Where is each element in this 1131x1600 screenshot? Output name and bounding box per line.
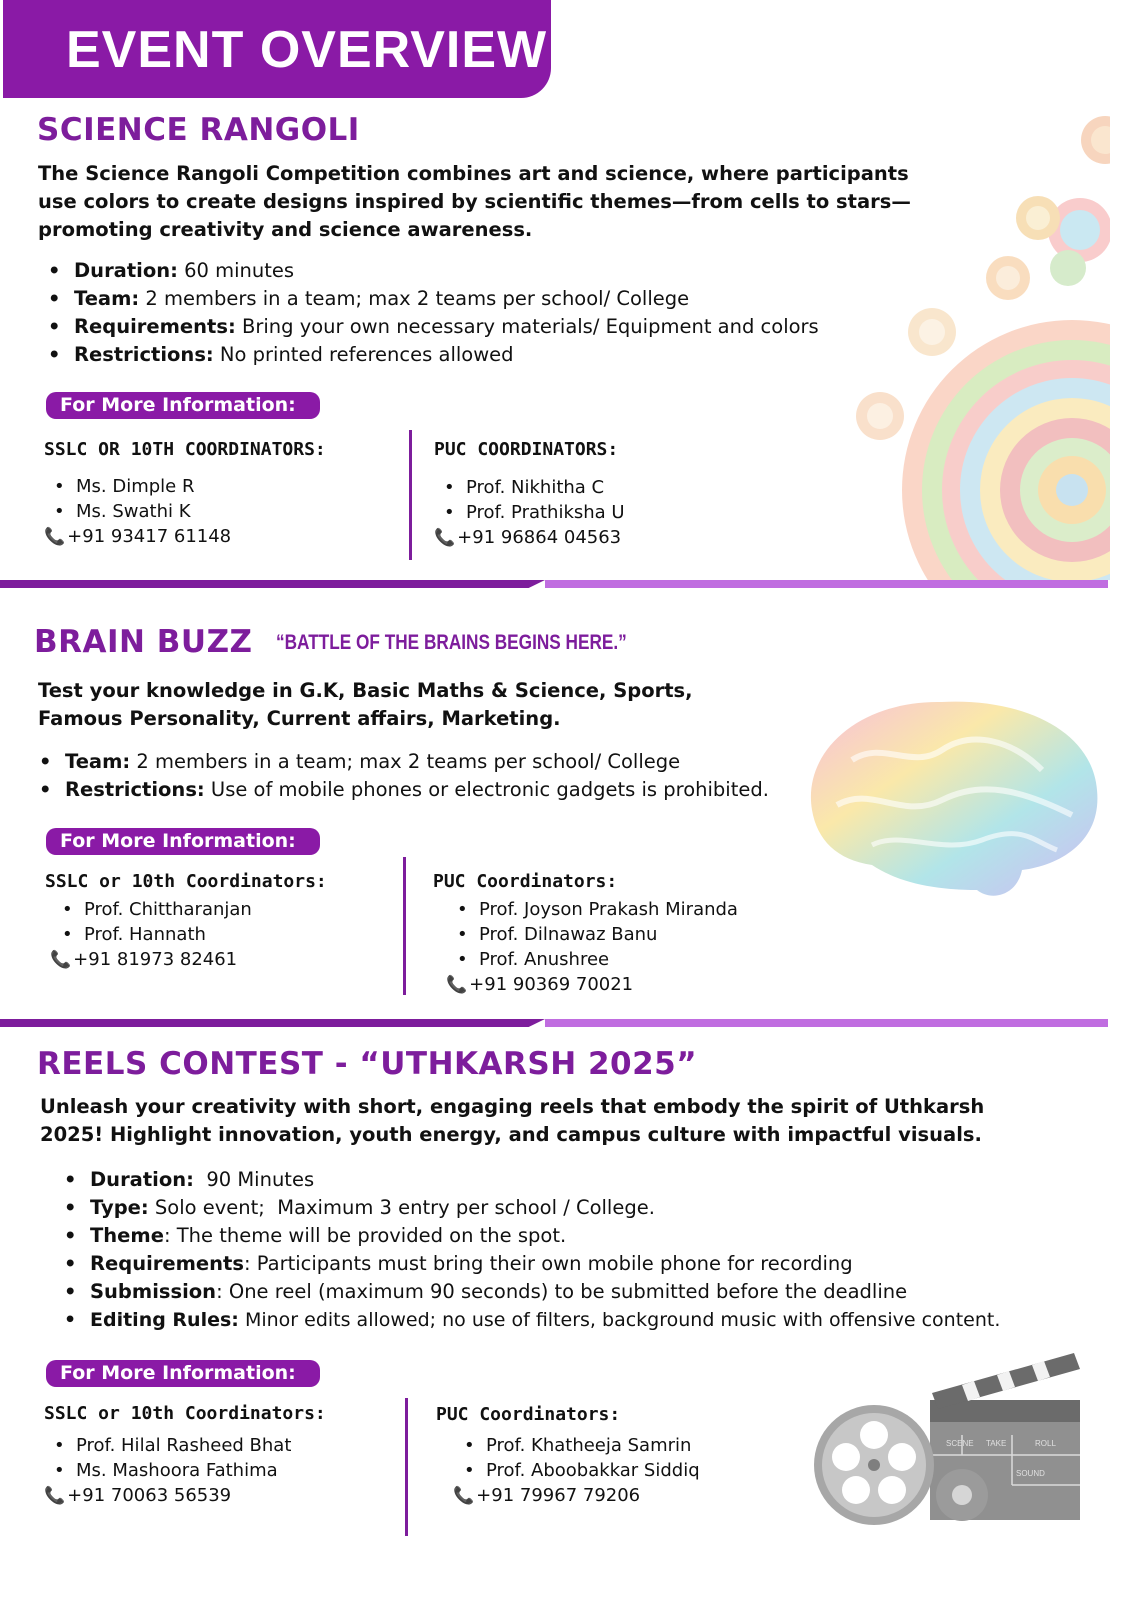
sslc-coordinators-heading: SSLC OR 10TH COORDINATORS: xyxy=(44,439,326,460)
phone-icon: 📞 xyxy=(44,1486,66,1506)
reels-contest-intro-line1: Unleash your creativity with short, engaging reels that embody the spirit of Uthkarsh xyxy=(40,1095,985,1118)
puc-phone: 📞 +91 96864 04563 xyxy=(434,527,622,548)
detail-item: • Requirements: Participants must bring their own mobile phone for recording xyxy=(54,1250,1000,1278)
list-item: • Prof. Hilal Rasheed Bhat xyxy=(44,1433,291,1458)
detail-item: • Duration: 90 Minutes xyxy=(54,1166,1000,1194)
section-divider xyxy=(0,580,545,588)
brain-buzz-intro-line2: Famous Personality, Current affairs, Marketing. xyxy=(38,707,561,730)
sslc-phone: 📞 +91 93417 61148 xyxy=(44,526,232,547)
list-item: • Prof. Hannath xyxy=(52,922,252,947)
clapper-take-label: TAKE xyxy=(986,1439,1007,1448)
phone-icon: 📞 xyxy=(453,1486,475,1506)
sslc-coordinator-list xyxy=(52,897,252,947)
section-divider-light xyxy=(545,580,1108,588)
phone-icon: 📞 xyxy=(50,950,72,970)
clapper-sound-label: SOUND xyxy=(1016,1469,1045,1478)
more-info-pill: For More Information: xyxy=(46,1360,320,1387)
list-item: • Prof. Anushree xyxy=(447,947,738,972)
coordinator-divider xyxy=(409,430,412,560)
list-item: • Prof. Aboobakkar Siddiq xyxy=(454,1458,700,1483)
sslc-coordinator-list xyxy=(44,474,194,524)
detail-item: • Team: 2 members in a team; max 2 teams per school/ College xyxy=(38,285,819,313)
puc-phone: 📞 +91 90369 70021 xyxy=(446,974,634,995)
sslc-phone: 📞 +91 70063 56539 xyxy=(44,1485,232,1506)
brain-buzz-title: BRAIN BUZZ xyxy=(34,624,253,660)
page-title: EVENT OVERVIEW xyxy=(66,21,548,79)
reels-contest-details xyxy=(54,1166,1000,1334)
list-item: • Prof. Dilnawaz Banu xyxy=(447,922,738,947)
detail-item: • Restrictions: Use of mobile phones or electronic gadgets is prohibited. xyxy=(29,776,769,804)
brain-illustration xyxy=(792,690,1112,915)
science-rangoli-details xyxy=(38,257,819,369)
detail-item: • Type: Solo event; Maximum 3 entry per school / College. xyxy=(54,1194,1000,1222)
puc-coordinators-heading: PUC Coordinators: xyxy=(433,871,618,892)
list-item: • Ms. Swathi K xyxy=(44,499,194,524)
puc-coordinators-heading: PUC Coordinators: xyxy=(436,1404,621,1425)
science-rangoli-title: SCIENCE RANGOLI xyxy=(37,112,360,148)
detail-item: • Submission: One reel (maximum 90 seconds) to be submitted before the deadline xyxy=(54,1278,1000,1306)
puc-coordinator-list xyxy=(447,897,738,972)
list-item: • Prof. Joyson Prakash Miranda xyxy=(447,897,738,922)
sslc-coordinator-list xyxy=(44,1433,291,1483)
phone-icon: 📞 xyxy=(44,527,66,547)
list-item: • Prof. Chittharanjan xyxy=(52,897,252,922)
more-info-pill: For More Information: xyxy=(46,392,320,419)
sslc-phone: 📞 +91 81973 82461 xyxy=(50,949,238,970)
phone-icon: 📞 xyxy=(446,975,468,995)
film-clapperboard-illustration xyxy=(812,1345,1087,1535)
sslc-coordinators-heading: SSLC or 10th Coordinators: xyxy=(44,1403,326,1424)
puc-coordinators-heading: PUC COORDINATORS: xyxy=(434,439,619,460)
phone-icon: 📞 xyxy=(434,528,456,548)
detail-item: • Requirements: Bring your own necessary materials/ Equipment and colors xyxy=(38,313,819,341)
brain-buzz-tagline: “BATTLE OF THE BRAINS BEGINS HERE.” xyxy=(276,631,627,654)
reels-contest-title: REELS CONTEST - “UTHKARSH 2025” xyxy=(37,1046,698,1082)
puc-phone: 📞 +91 79967 79206 xyxy=(453,1485,641,1506)
list-item: • Prof. Nikhitha C xyxy=(434,475,625,500)
puc-coordinator-list xyxy=(434,475,625,525)
list-item: • Ms. Dimple R xyxy=(44,474,194,499)
detail-item: • Duration: 60 minutes xyxy=(38,257,819,285)
list-item: • Ms. Mashoora Fathima xyxy=(44,1458,291,1483)
clapper-scene-label: SCENE xyxy=(946,1439,974,1448)
more-info-pill: For More Information: xyxy=(46,828,320,855)
brain-buzz-intro-line1: Test your knowledge in G.K, Basic Maths & Science, Sports, xyxy=(38,679,693,702)
sslc-coordinators-heading: SSLC or 10th Coordinators: xyxy=(45,871,327,892)
clapper-roll-label: ROLL xyxy=(1035,1439,1056,1448)
coordinator-divider xyxy=(405,1398,408,1536)
detail-item: • Restrictions: No printed references allowed xyxy=(38,341,819,369)
list-item: • Prof. Prathiksha U xyxy=(434,500,625,525)
section-divider-light xyxy=(545,1019,1108,1027)
detail-item: • Theme: The theme will be provided on the spot. xyxy=(54,1222,1000,1250)
coordinator-divider xyxy=(403,857,406,995)
list-item: • Prof. Khatheeja Samrin xyxy=(454,1433,700,1458)
brain-buzz-details xyxy=(29,748,769,804)
detail-item: • Team: 2 members in a team; max 2 teams per school/ College xyxy=(29,748,769,776)
detail-item: • Editing Rules: Minor edits allowed; no use of filters, background music with offensive content. xyxy=(54,1306,1000,1334)
reels-contest-intro-line2: 2025! Highlight innovation, youth energy, and campus culture with impactful visuals. xyxy=(40,1123,982,1146)
section-divider xyxy=(0,1019,545,1027)
puc-coordinator-list xyxy=(454,1433,700,1483)
science-rangoli-intro: The Science Rangoli Competition combines art and science, where participants use colors to create designs inspired by scientific themes—from cells to stars—promoting creativity and science awareness. xyxy=(38,162,911,241)
